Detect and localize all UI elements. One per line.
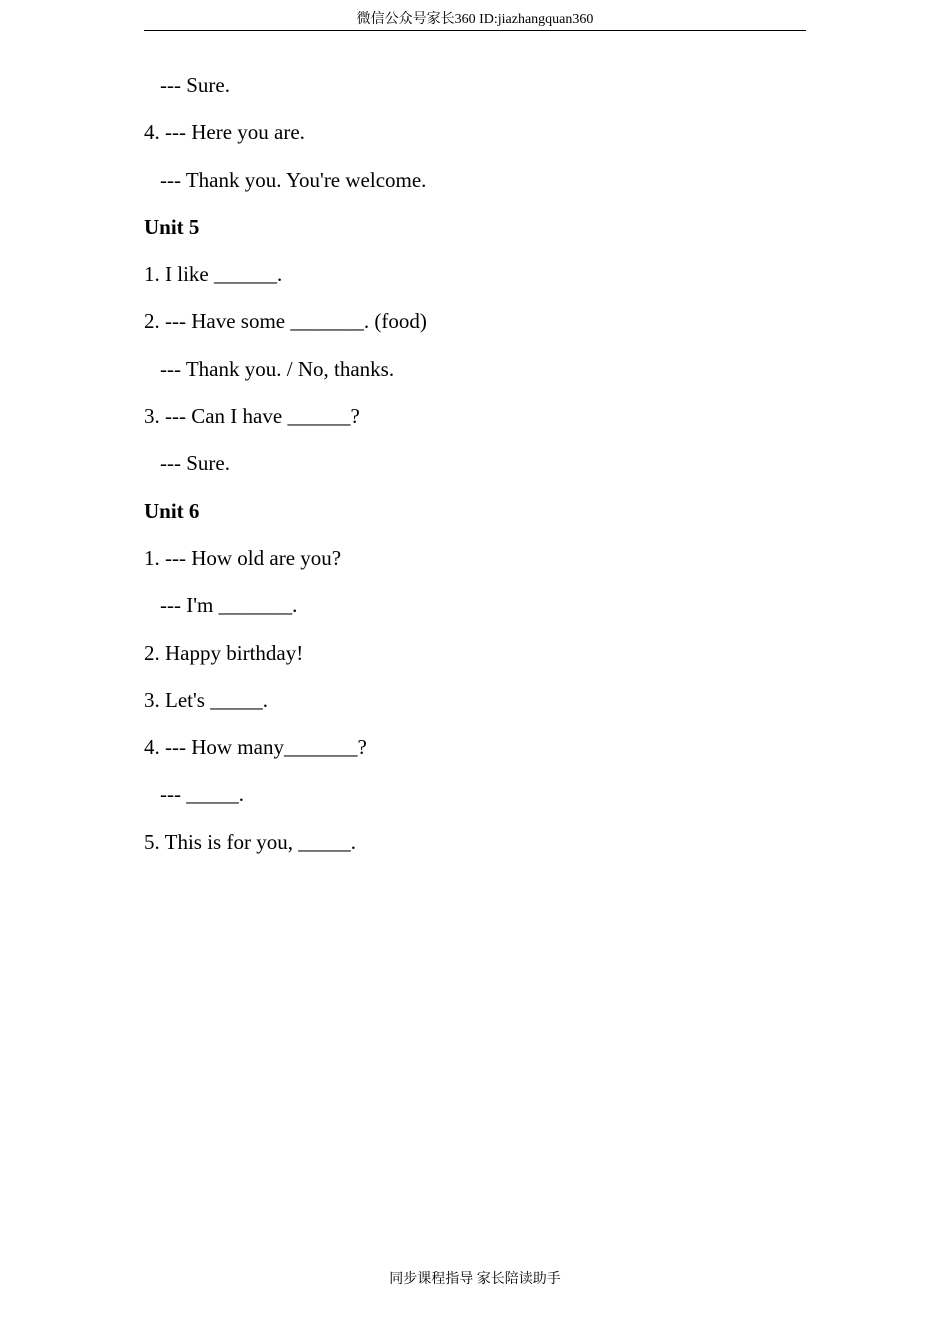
text-line: 1. --- How old are you? — [144, 545, 342, 570]
text-line: --- I'm _______. — [160, 593, 298, 618]
unit-heading: Unit 6 — [144, 498, 200, 523]
text-line: 2. Happy birthday! — [144, 640, 304, 665]
document-body — [144, 70, 806, 874]
text-line: --- _____. — [160, 782, 244, 807]
text-line: --- Thank you. / No, thanks. — [160, 356, 395, 381]
text-line: 1. I like ______. — [144, 262, 283, 287]
text-line: 3. --- Can I have ______? — [144, 404, 360, 429]
text-line: 2. --- Have some _______. (food) — [144, 309, 427, 334]
text-line: --- Sure. — [160, 73, 230, 97]
text-line: 3. Let's _____. — [144, 687, 268, 712]
text-line: 4. --- How many_______? — [144, 735, 367, 760]
unit-heading: Unit 5 — [144, 214, 200, 239]
text-line: --- Thank you. You're welcome. — [160, 167, 427, 192]
text-line: --- Sure. — [160, 451, 230, 476]
text-line: 5. This is for you, _____. — [144, 829, 356, 854]
page-header: 微信公众号家长360 ID:jiazhangquan360 — [144, 10, 806, 31]
page-footer: 同步课程指导 家长陪读助手 — [389, 1272, 561, 1287]
text-line: 4. --- Here you are. — [144, 120, 305, 145]
